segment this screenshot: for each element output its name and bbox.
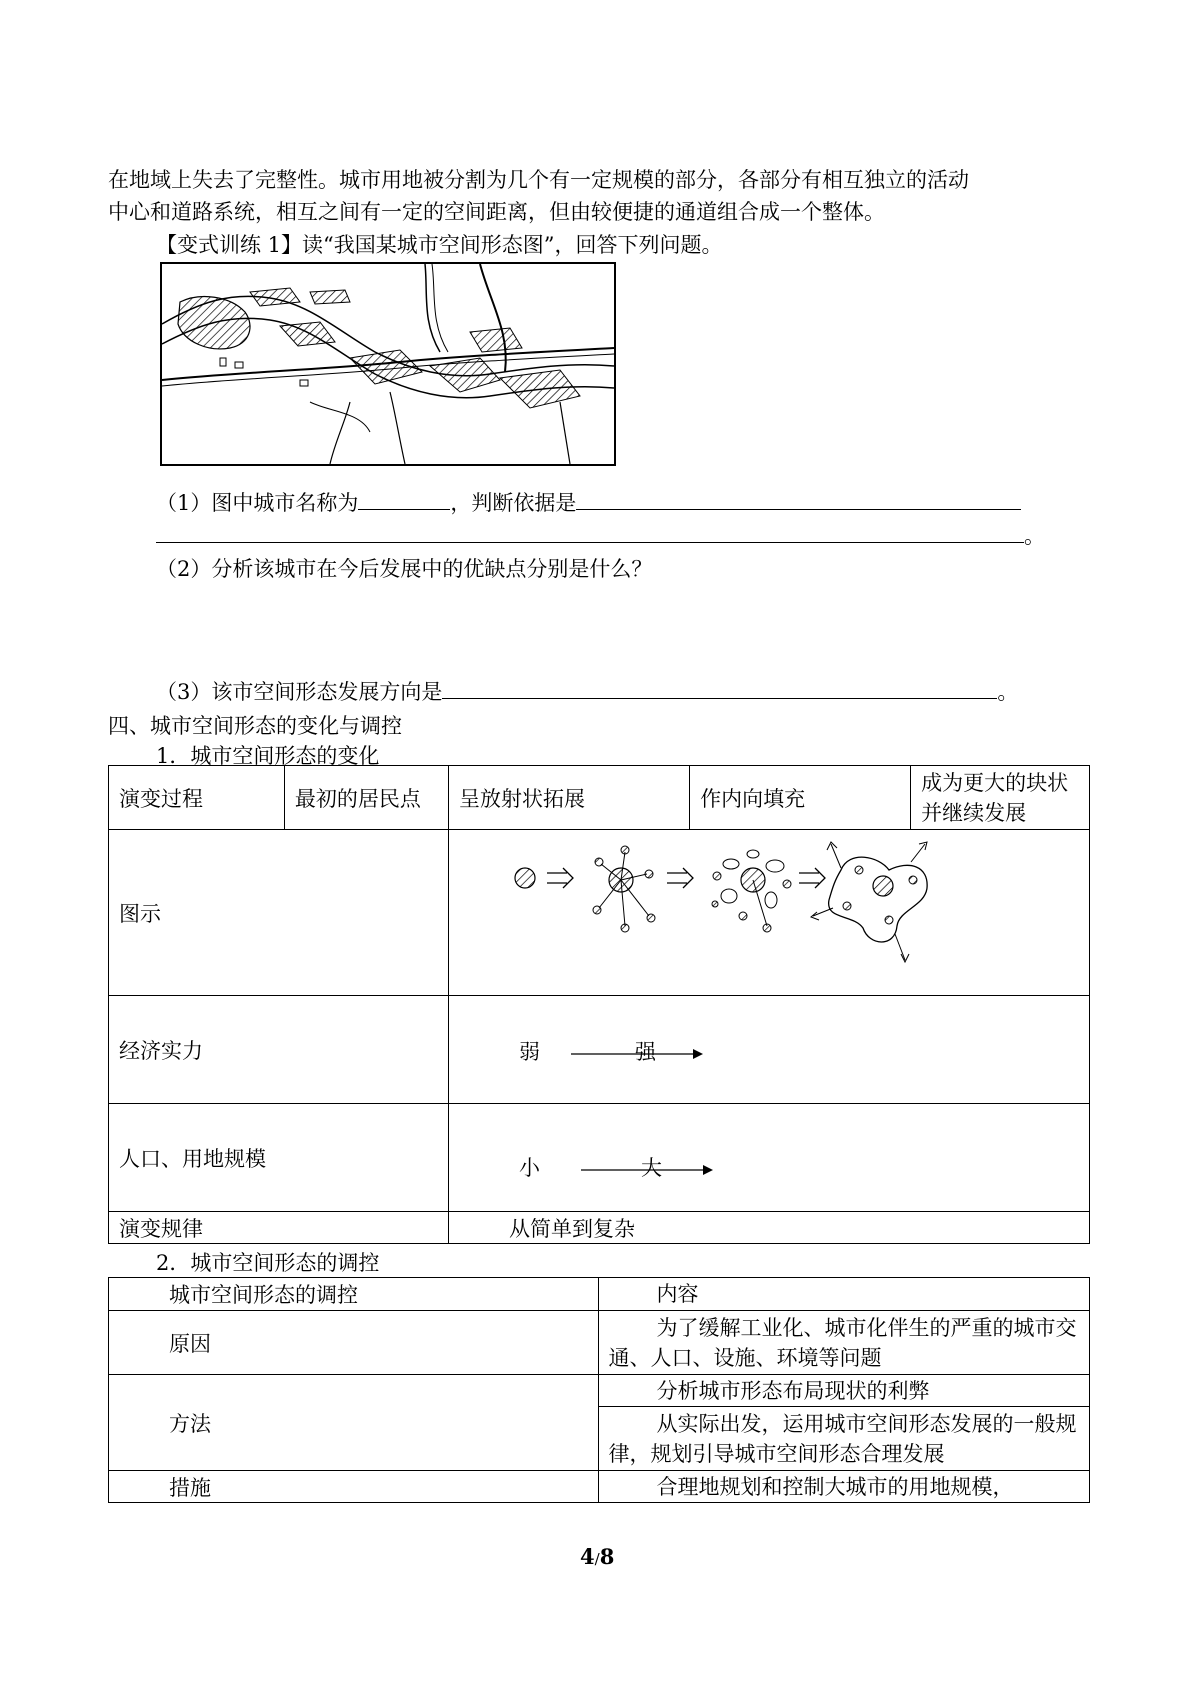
q1-end: 。 [1024,524,1045,548]
table1-header-cell: 成为更大的块状并继续发展 [911,766,1090,830]
intro-line-1: 在地域上失去了完整性。城市用地被分割为几个有一定规模的部分，各部分有相互独立的活动 [108,168,969,192]
section-4-sub-1: 1．城市空间形态的变化 [156,744,380,768]
method-value-2: 从实际出发，运用城市空间形态发展的一般规律，规划引导城市空间形态合理发展 [598,1407,1090,1471]
table2-method-row [109,1375,1090,1407]
evolution-diagram [449,830,1089,990]
table2-header-cell: 城市空间形态的调控 [109,1278,599,1311]
q1-prefix: （1）图中城市名称为 [156,491,359,515]
economy-to: 强 [634,1039,656,1064]
population-to: 大 [640,1155,662,1180]
reason-label: 原因 [109,1311,599,1375]
table2-measure-row [109,1471,1090,1503]
economy-from: 弱 [518,1039,540,1064]
exercise-heading: 【变式训练 1】读“我国某城市空间形态图”，回答下列问题。 [156,233,723,257]
table2-header-row [109,1278,1090,1311]
method-value-1: 分析城市形态布局现状的利弊 [598,1375,1090,1407]
economy-trend-cell [448,996,1089,1104]
q3-end: 。 [997,680,1019,704]
q1-middle: ，判断依据是 [450,491,577,515]
table1-economy-row [109,996,1090,1104]
question-1-continuation [156,520,1045,550]
table1-header-cell: 演变过程 [109,766,285,830]
table1-header-cell: 作内向填充 [690,766,911,830]
population-from: 小 [518,1155,540,1180]
question-3 [156,676,1018,706]
table1-law-row [109,1212,1090,1244]
measure-value: 合理地规划和控制大城市的用地规模， [598,1471,1090,1503]
population-label: 人口、用地规模 [109,1104,449,1212]
table2-reason-row [109,1311,1090,1375]
diagram-cell [448,830,1089,996]
city-spatial-form-map [160,262,616,466]
method-label: 方法 [109,1375,599,1471]
q1-basis-blank[interactable] [576,487,1021,510]
table1-header-cell: 最初的居民点 [284,766,448,830]
population-arrow-icon [579,1160,719,1180]
question-2: （2）分析该城市在今后发展中的优缺点分别是什么？ [156,557,653,581]
table1-diagram-row [109,830,1090,996]
spatial-form-control-table [108,1277,1090,1503]
reason-value: 为了缓解工业化、城市化伴生的严重的城市交通、人口、设施、环境等问题 [598,1311,1090,1375]
table1-header-row [109,766,1090,830]
measure-label: 措施 [109,1471,599,1503]
population-trend-cell [448,1104,1089,1212]
question-1 [156,487,1021,517]
page-number [580,1544,614,1569]
diagram-label: 图示 [109,830,449,996]
law-label: 演变规律 [109,1212,449,1244]
q3-direction-blank[interactable] [442,676,997,699]
table1-population-row [109,1104,1090,1212]
q1-city-name-blank[interactable] [358,487,450,510]
page-separator: / [594,1550,600,1568]
economy-arrow-icon [569,1044,709,1064]
intro-line-2: 中心和道路系统，相互之间有一定的空间距离，但由较便捷的通道组合成一个整体。 [108,200,885,224]
q3-prefix: （3）该市空间形态发展方向是 [156,680,443,704]
table1-header-cell: 呈放射状拓展 [448,766,689,830]
economy-label: 经济实力 [109,996,449,1104]
spatial-form-change-table [108,765,1090,1244]
table2-header-cell: 内容 [598,1278,1090,1311]
q1-basis-blank-2[interactable] [156,520,1024,543]
section-4-title: 四、城市空间形态的变化与调控 [108,714,402,738]
law-value: 从简单到复杂 [448,1212,1089,1244]
page-total: 8 [599,1544,615,1569]
section-4-sub-2: 2．城市空间形态的调控 [156,1251,380,1275]
page-current: 4 [580,1544,595,1569]
